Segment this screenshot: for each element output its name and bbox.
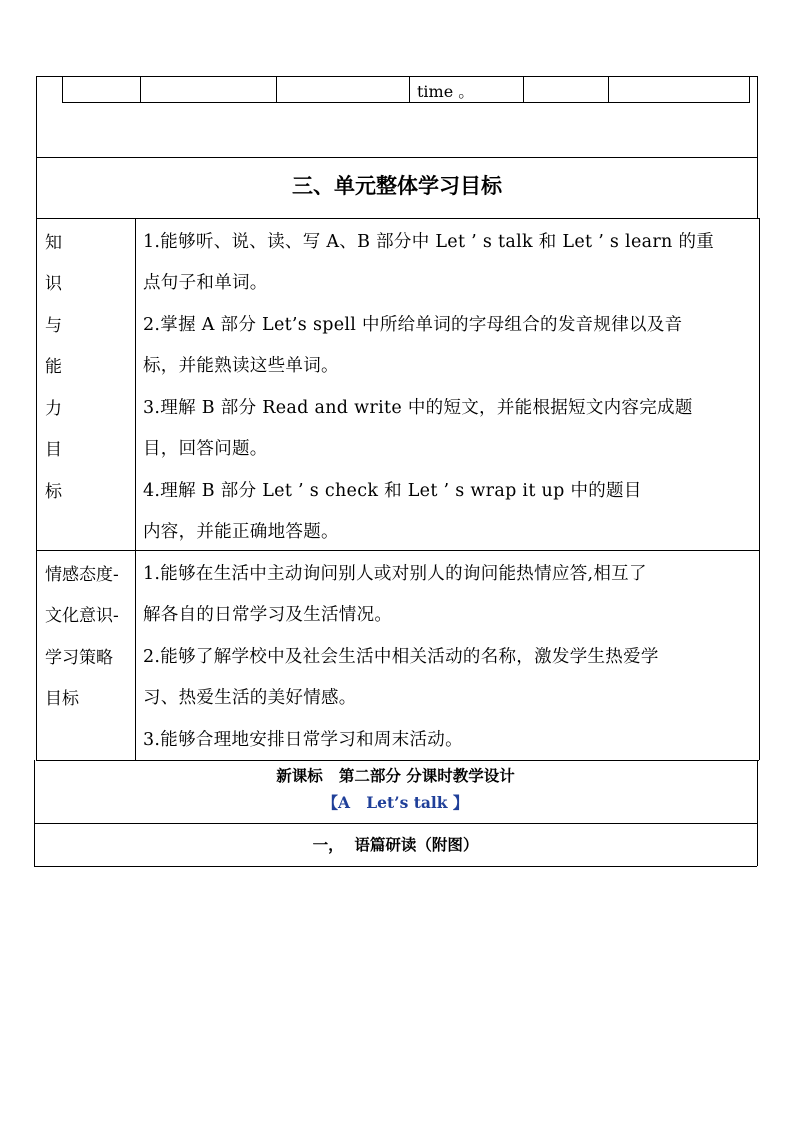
part2-heading: 新课标 第二部分 分课时教学设计 (276, 767, 515, 785)
top-table-cell-time: time 。 (417, 82, 475, 101)
knowledge-side-char: 标 (45, 482, 62, 502)
lesson-title: 【A Let’s talk 】 (322, 793, 469, 812)
emotion-goal-line: 1.能够在生活中主动询问别人或对别人的询问能热情应答,相互了 (143, 564, 647, 584)
knowledge-goal-line: 2.掌握 A 部分 Let’s spell 中所给单词的字母组合的发音规律以及音 (143, 315, 683, 335)
knowledge-goal-line: 目，回答问题。 (143, 439, 268, 459)
knowledge-side-char: 识 (45, 274, 62, 294)
emotion-side-line: 文化意识- (45, 606, 119, 626)
section3-top-border (36, 157, 758, 158)
knowledge-side-char: 目 (45, 440, 62, 460)
knowledge-goal-line: 3.理解 B 部分 Read and write 中的短文，并能根据短文内容完成题 (143, 398, 693, 418)
knowledge-goal-line: 4.理解 B 部分 Let ’ s check 和 Let ’ s wrap it up 中的题目 (143, 481, 642, 501)
section3-bottom-border (36, 218, 759, 219)
knowledge-goal-line: 点句子和单词。 (143, 273, 268, 293)
section3-title: 三、单元整体学习目标 (292, 174, 502, 198)
knowledge-side-char: 知 (45, 233, 62, 253)
knowledge-side-char: 与 (45, 316, 62, 336)
emotion-side-line: 情感态度- (45, 565, 119, 585)
knowledge-goal-line: 1.能够听、说、读、写 A、B 部分中 Let ’ s talk 和 Let ’ s learn 的重 (143, 232, 715, 252)
emotion-side-line: 学习策略 (45, 648, 113, 668)
knowledge-side-char: 力 (45, 399, 62, 419)
emotion-goal-line: 2.能够了解学校中及社会生活中相关活动的名称，激发学生热爱学 (143, 647, 659, 667)
emotion-goal-line: 3.能够合理地安排日常学习和周末活动。 (143, 730, 463, 750)
emotion-goal-line: 解各自的日常学习及生活情况。 (143, 605, 393, 625)
reading-heading: 一， 语篇研读（附图） (312, 836, 479, 854)
emotion-side-line: 目标 (45, 689, 79, 709)
knowledge-side-char: 能 (45, 357, 62, 377)
emotion-goal-line: 习、热爱生活的美好情感。 (143, 688, 357, 708)
knowledge-goal-line: 标，并能熟读这些单词。 (143, 356, 339, 376)
knowledge-goal-line: 内容，并能正确地答题。 (143, 522, 339, 542)
